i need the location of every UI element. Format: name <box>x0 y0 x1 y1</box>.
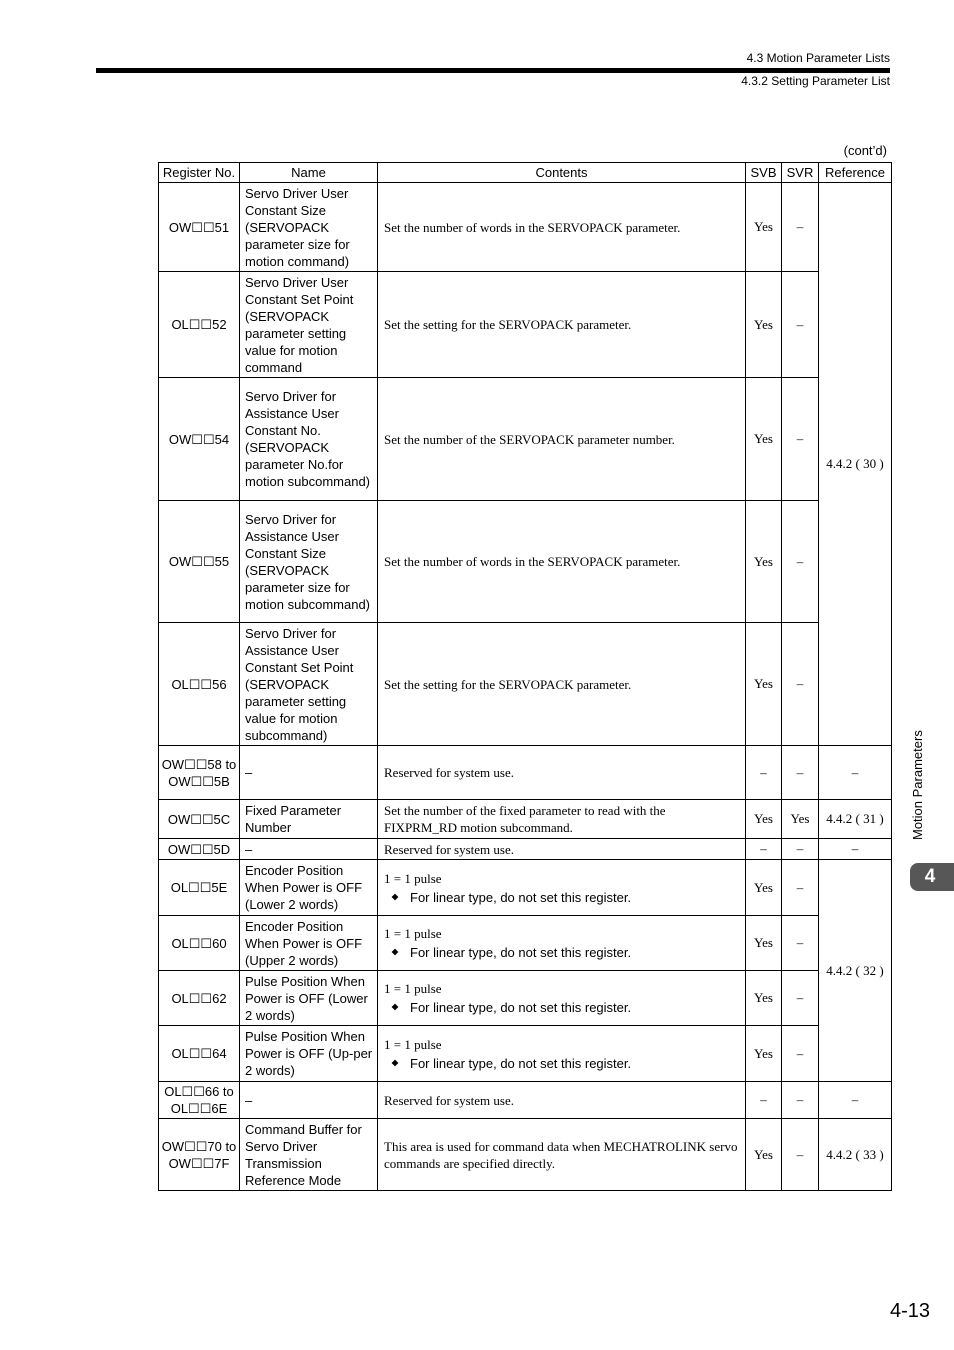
name-cell: Encoder Position When Power is OFF (Lower 2 words) <box>240 860 378 916</box>
svb-cell: Yes <box>746 272 782 378</box>
column-header: SVB <box>746 163 782 183</box>
table-row <box>159 971 892 1026</box>
contents-text: Set the number of the fixed parameter to read with the FIXPRM_RD motion subcommand. <box>384 803 666 835</box>
register-no-cell: OW☐☐70 to OW☐☐7F <box>159 1119 240 1191</box>
register-no-cell: OL☐☐52 <box>159 272 240 378</box>
table-header-row <box>159 163 892 183</box>
register-no-cell: OL☐☐66 to OL☐☐6E <box>159 1082 240 1119</box>
table-row <box>159 623 892 746</box>
contents-cell <box>378 746 746 800</box>
svb-cell: – <box>746 1082 782 1119</box>
name-cell: Pulse Position When Power is OFF (Up-per 2 words) <box>240 1026 378 1082</box>
chapter-tab: 4 <box>910 863 954 891</box>
svr-cell: – <box>782 860 819 916</box>
contents-text: Reserved for system use. <box>384 765 514 780</box>
contents-text: 1 = 1 pulse <box>384 870 442 886</box>
diamond-bullet-icon <box>392 949 399 956</box>
diamond-bullet-icon <box>392 893 399 900</box>
contents-cell <box>378 1082 746 1119</box>
svr-cell: – <box>782 971 819 1026</box>
contents-text: 1 = 1 pulse <box>384 926 442 941</box>
svr-cell: – <box>782 501 819 623</box>
name-cell: – <box>240 746 378 800</box>
table-row <box>159 183 892 272</box>
contents-cell <box>378 378 746 501</box>
svb-cell: Yes <box>746 378 782 501</box>
contents-text: Set the setting for the SERVOPACK parameter. <box>384 676 632 692</box>
svr-cell: – <box>782 1082 819 1119</box>
svr-cell: – <box>782 839 819 860</box>
column-header: Reference <box>819 163 892 183</box>
svb-cell: Yes <box>746 623 782 746</box>
bullet-note <box>384 944 739 961</box>
svr-cell: – <box>782 1119 819 1191</box>
header-subsection: 4.3.2 Setting Parameter List <box>741 74 890 88</box>
bullet-text: For linear type, do not set this register. <box>410 889 632 905</box>
table-row <box>159 800 892 839</box>
name-cell: Servo Driver for Assistance User Constant Set Point (SERVOPACK parameter setting value for motion subcommand) <box>240 623 378 746</box>
contents-text: Set the setting for the SERVOPACK parameter. <box>384 317 632 332</box>
table-row <box>159 746 892 800</box>
reference-cell: 4.4.2 ( 33 ) <box>819 1119 892 1191</box>
contents-cell <box>378 1026 746 1082</box>
table-row <box>159 1082 892 1119</box>
bullet-note <box>384 889 739 906</box>
diamond-bullet-icon <box>392 1059 399 1066</box>
svb-cell: Yes <box>746 1119 782 1191</box>
register-no-cell: OW☐☐5C <box>159 800 240 839</box>
table-row <box>159 860 892 916</box>
chapter-side-label: Motion Parameters <box>910 730 925 840</box>
bullet-text: For linear type, do not set this register. <box>410 945 632 960</box>
column-header: Name <box>240 163 378 183</box>
register-no-cell: OL☐☐60 <box>159 916 240 971</box>
name-cell: – <box>240 839 378 860</box>
page-number: 4-13 <box>889 1300 930 1322</box>
name-cell: Servo Driver for Assistance User Constant No. (SERVOPACK parameter No.for motion subcommand) <box>240 378 378 501</box>
register-no-cell: OW☐☐5D <box>159 839 240 860</box>
header-rule <box>96 68 890 73</box>
svb-cell: Yes <box>746 1026 782 1082</box>
contents-text: Set the number of words in the SERVOPACK parameter. <box>384 219 681 235</box>
table-row <box>159 1119 892 1191</box>
contents-cell <box>378 971 746 1026</box>
name-cell: – <box>240 1082 378 1119</box>
reference-cell: – <box>819 839 892 860</box>
contents-cell <box>378 839 746 860</box>
table-row <box>159 378 892 501</box>
register-no-cell: OL☐☐62 <box>159 971 240 1026</box>
table-row <box>159 501 892 623</box>
reference-cell: 4.4.2 ( 30 ) <box>819 183 892 746</box>
reference-cell: 4.4.2 ( 31 ) <box>819 800 892 839</box>
reference-cell: 4.4.2 ( 32 ) <box>819 860 892 1082</box>
svb-cell: Yes <box>746 183 782 272</box>
register-no-cell: OW☐☐51 <box>159 183 240 272</box>
svb-cell: Yes <box>746 971 782 1026</box>
bullet-text: For linear type, do not set this register. <box>410 1000 632 1015</box>
svr-cell: – <box>782 916 819 971</box>
register-no-cell: OW☐☐55 <box>159 501 240 623</box>
svb-cell: – <box>746 746 782 800</box>
register-no-cell: OW☐☐54 <box>159 378 240 501</box>
svr-cell: – <box>782 378 819 501</box>
table-row <box>159 839 892 860</box>
register-no-cell: OL☐☐64 <box>159 1026 240 1082</box>
contents-cell <box>378 800 746 839</box>
register-no-cell: OL☐☐5E <box>159 860 240 916</box>
name-cell: Encoder Position When Power is OFF (Upper 2 words) <box>240 916 378 971</box>
bullet-note <box>384 999 739 1016</box>
contents-cell <box>378 1119 746 1191</box>
svr-cell: – <box>782 746 819 800</box>
contents-text: Reserved for system use. <box>384 1092 514 1108</box>
reference-cell: – <box>819 1082 892 1119</box>
svr-cell: – <box>782 183 819 272</box>
svr-cell: – <box>782 272 819 378</box>
name-cell: Fixed Parameter Number <box>240 800 378 839</box>
column-header: Contents <box>378 163 746 183</box>
svb-cell: – <box>746 839 782 860</box>
svb-cell: Yes <box>746 501 782 623</box>
continued-note: (cont’d) <box>843 143 887 158</box>
contents-cell <box>378 623 746 746</box>
svb-cell: Yes <box>746 916 782 971</box>
contents-text: Reserved for system use. <box>384 841 514 857</box>
bullet-text: For linear type, do not set this register. <box>410 1055 632 1071</box>
column-header: Register No. <box>159 163 240 183</box>
column-header: SVR <box>782 163 819 183</box>
contents-cell <box>378 860 746 916</box>
name-cell: Command Buffer for Servo Driver Transmission Reference Mode <box>240 1119 378 1191</box>
name-cell: Servo Driver User Constant Size (SERVOPACK parameter size for motion command) <box>240 183 378 272</box>
header-section: 4.3 Motion Parameter Lists <box>746 51 890 65</box>
contents-cell <box>378 272 746 378</box>
name-cell: Servo Driver for Assistance User Constant Size (SERVOPACK parameter size for motion subcommand) <box>240 501 378 623</box>
svr-cell: Yes <box>782 800 819 839</box>
svr-cell: – <box>782 623 819 746</box>
reference-cell: – <box>819 746 892 800</box>
contents-cell <box>378 916 746 971</box>
svr-cell: – <box>782 1026 819 1082</box>
contents-text: 1 = 1 pulse <box>384 1036 442 1052</box>
contents-text: This area is used for command data when MECHATROLINK servo commands are specified directly. <box>384 1138 738 1171</box>
svb-cell: Yes <box>746 860 782 916</box>
register-no-cell: OW☐☐58 to OW☐☐5B <box>159 746 240 800</box>
bullet-note <box>384 1055 739 1072</box>
table-row <box>159 916 892 971</box>
name-cell: Servo Driver User Constant Set Point (SERVOPACK parameter setting value for motion command <box>240 272 378 378</box>
svb-cell: Yes <box>746 800 782 839</box>
contents-cell <box>378 501 746 623</box>
contents-text: Set the number of words in the SERVOPACK parameter. <box>384 554 681 569</box>
contents-text: 1 = 1 pulse <box>384 981 442 996</box>
name-cell: Pulse Position When Power is OFF (Lower 2 words) <box>240 971 378 1026</box>
contents-text: Set the number of the SERVOPACK parameter number. <box>384 431 675 447</box>
register-no-cell: OL☐☐56 <box>159 623 240 746</box>
diamond-bullet-icon <box>392 1004 399 1011</box>
parameter-table <box>158 162 892 1191</box>
table-row <box>159 272 892 378</box>
contents-cell <box>378 183 746 272</box>
table-row <box>159 1026 892 1082</box>
